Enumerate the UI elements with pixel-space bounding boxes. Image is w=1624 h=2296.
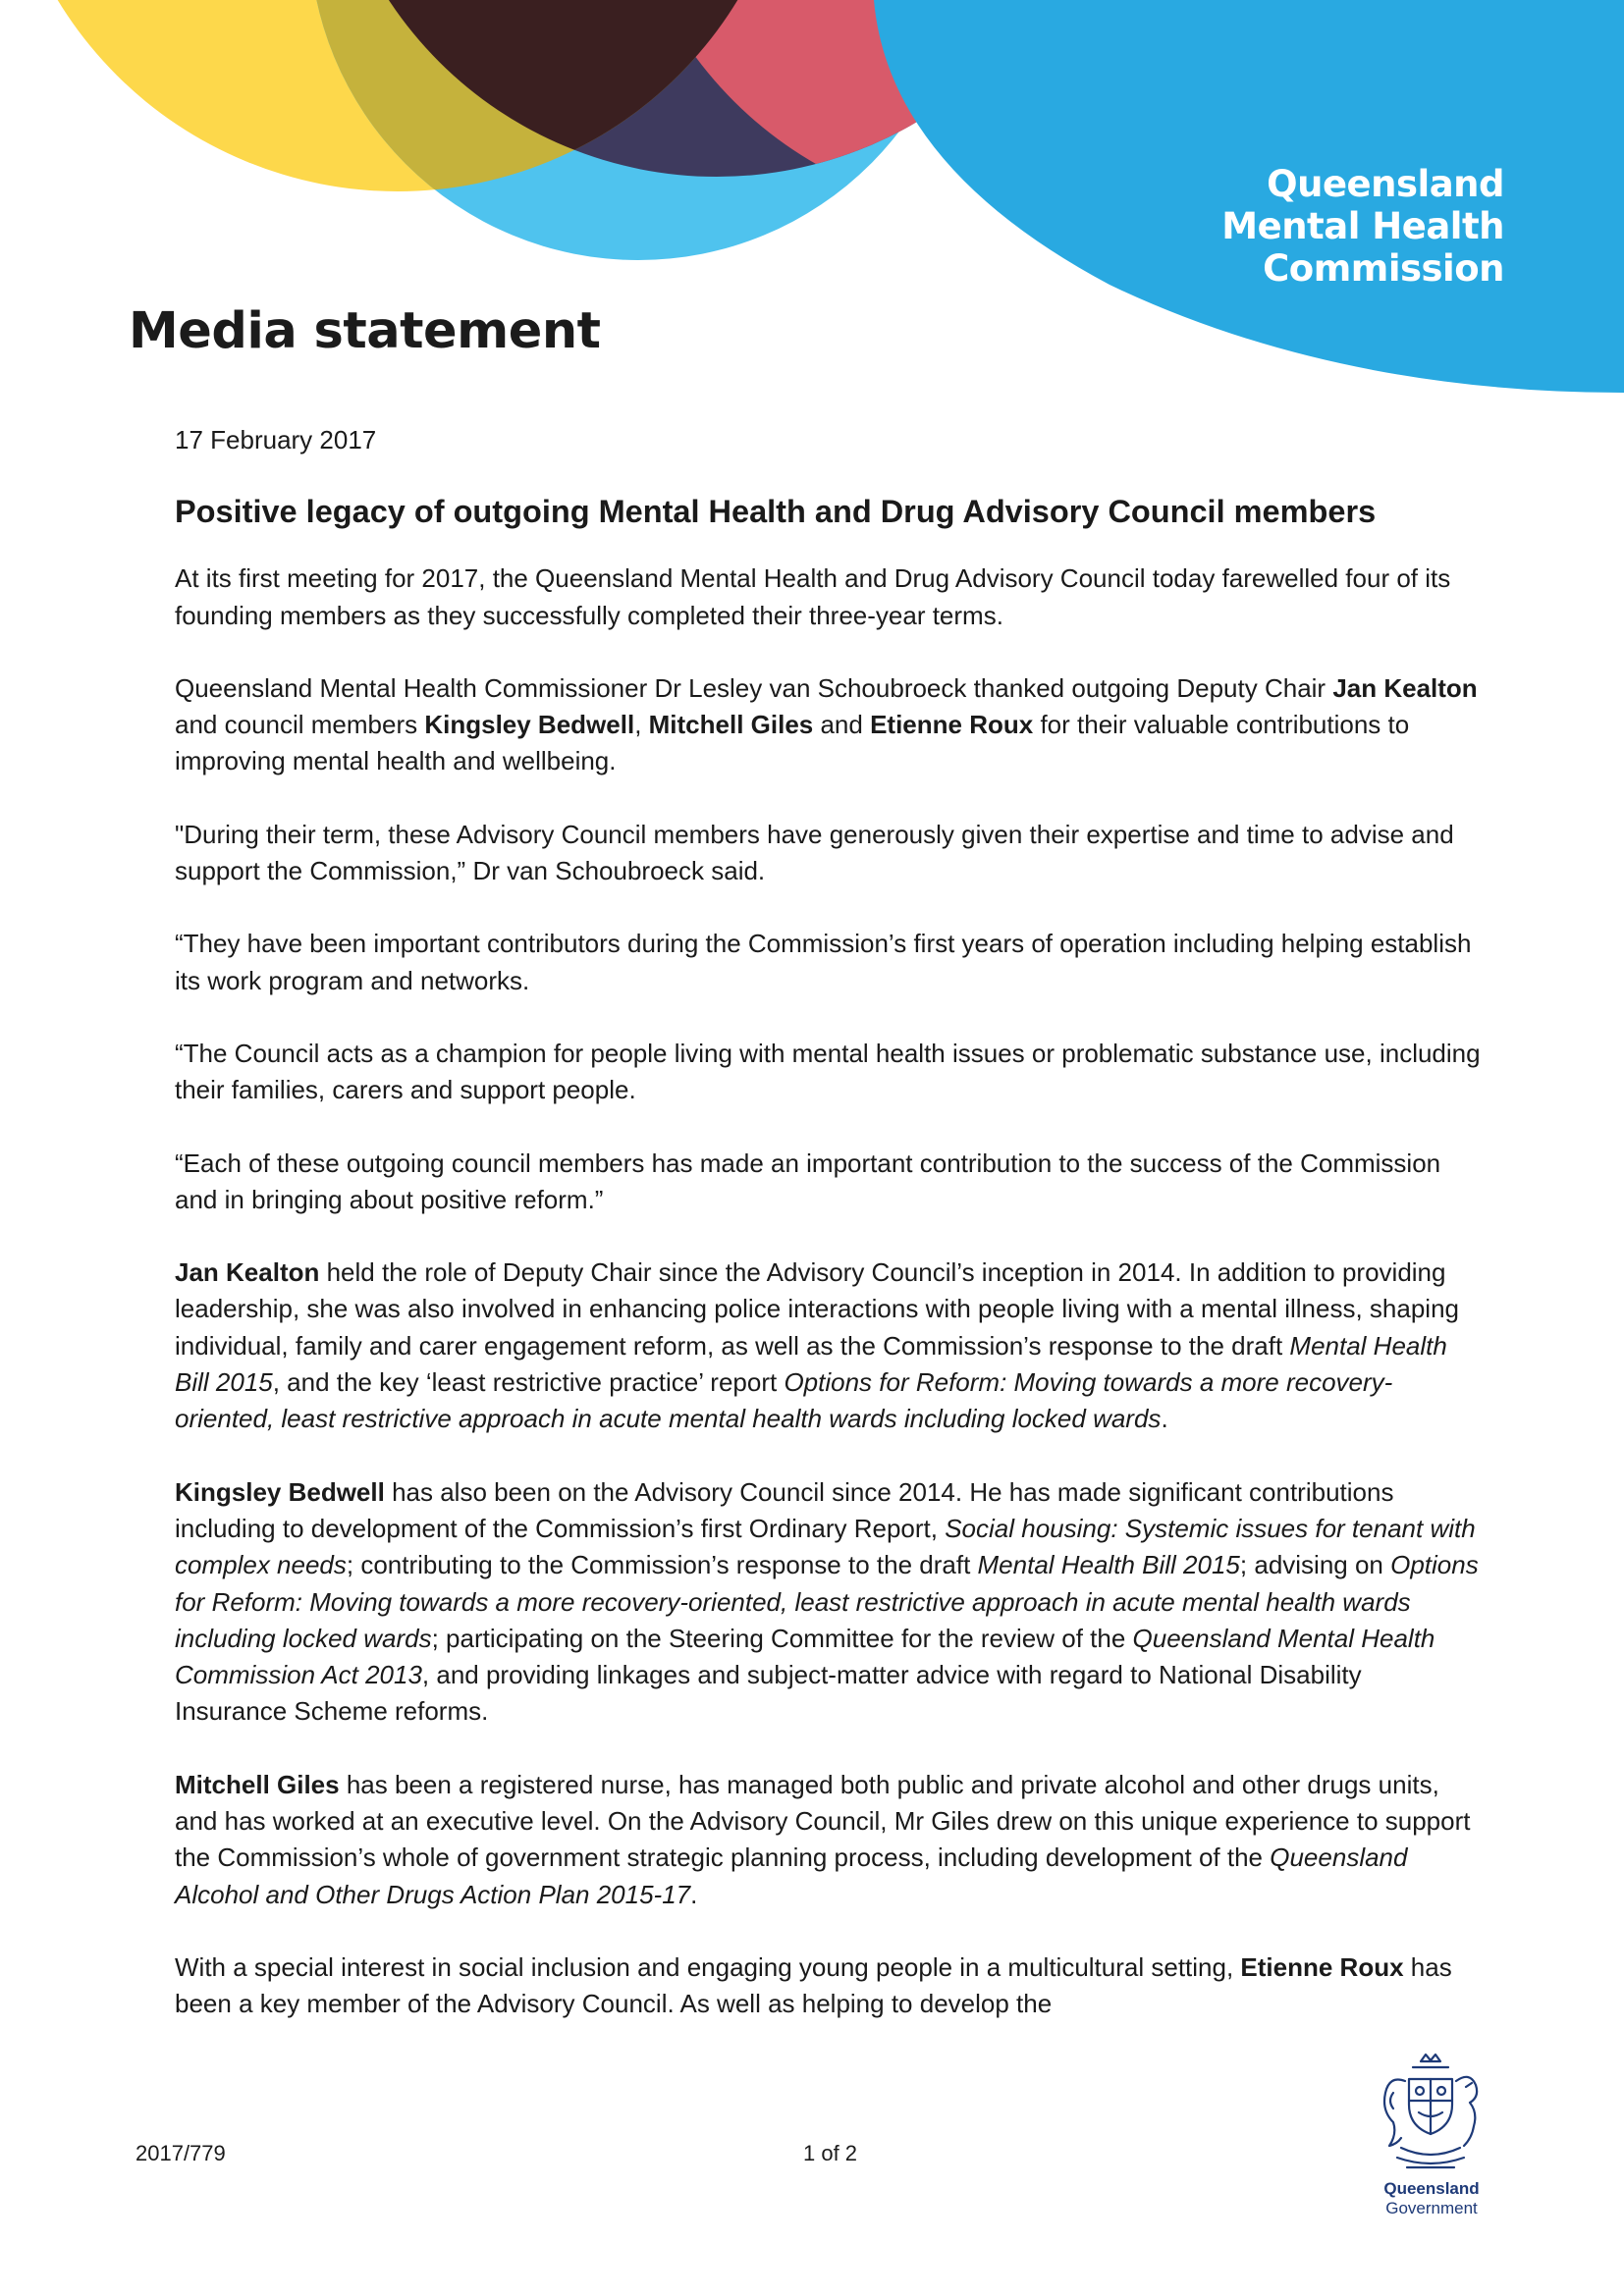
publication-title: Queensland Alcohol and Other Drugs Action Plan 2015-17 — [175, 1842, 1408, 1909]
government-name-line-1: Queensland — [1383, 2179, 1480, 2198]
text-span: held the role of Deputy Chair since the Advisory Council’s inception in 2014. In addition to providing leadership, she was also involved in enhancing police interactions with people living with a mental illness, shaping individual, family and carer engagement reform, as well as the Commission’s response to the draft — [175, 1257, 1459, 1361]
publication-title: Mental Health Bill 2015 — [977, 1550, 1240, 1580]
text-span: and — [813, 710, 871, 740]
queensland-government-logo — [1368, 2052, 1495, 2228]
coat-of-arms-icon — [1376, 2052, 1486, 2177]
paragraph-mitchell-giles — [175, 1767, 1481, 1913]
text-span: , and the key ‘least restrictive practice’ report — [272, 1367, 785, 1398]
org-line-2: Mental Health — [1221, 205, 1504, 247]
member-name: Mitchell Giles — [175, 1769, 340, 1799]
media-statement-body — [175, 422, 1481, 2059]
text-span: , and providing linkages and subject-matter advice with regard to National Disability Insurance Scheme reforms. — [175, 1660, 1362, 1727]
member-name-jan-kealton: Jan Kealton — [1332, 672, 1478, 703]
org-line-1: Queensland — [1267, 163, 1504, 205]
paragraph-3: "During their term, these Advisory Council members have generously given their expertise and time to advise and support the Commission,” Dr van Schoubroeck said. — [175, 819, 1454, 886]
text-span: for their valuable contributions to improving mental health and wellbeing. — [175, 710, 1410, 776]
member-name-mitchell-giles: Mitchell Giles — [648, 710, 814, 740]
text-span: ; advising on — [1239, 1550, 1391, 1580]
paragraph-kingsley-bedwell — [175, 1474, 1481, 1731]
text-span: . — [690, 1879, 698, 1909]
text-span: ; participating on the Steering Committee for the review of the — [431, 1623, 1133, 1653]
text-span: , — [634, 710, 649, 740]
publication-title: Mental Health Bill 2015 — [175, 1330, 1447, 1398]
paragraph-4: “They have been important contributors during the Commission’s first years of operation including helping establish its work program and networks. — [175, 929, 1472, 995]
paragraph-2 — [175, 670, 1481, 780]
publication-title: Queensland Mental Health Commission Act 2013 — [175, 1623, 1435, 1690]
member-name-etienne-roux: Etienne Roux — [870, 710, 1034, 740]
text-span: Queensland Mental Health Commissioner Dr Lesley van Schoubroeck thanked outgoing Deputy Chair — [175, 672, 1333, 703]
statement-date: 17 February 2017 — [175, 425, 377, 454]
text-span: . — [1161, 1404, 1168, 1434]
document-type-title: Media statement — [129, 302, 601, 360]
publication-title: Options for Reform: Moving towards a more recovery-oriented, least restrictive approach in acute mental health wards including locked wards — [175, 1550, 1479, 1653]
paragraph-jan-kealton — [175, 1255, 1481, 1437]
government-name-line-2: Government — [1385, 2199, 1478, 2217]
text-span: has been a registered nurse, has managed both public and private alcohol and other drugs units, and has worked at an executive level. On the Advisory Council, Mr Giles drew on this unique experience to support the Commission’s whole of government strategic planning process, including development of the — [175, 1769, 1471, 1873]
paragraph-etienne-roux — [175, 1949, 1481, 2023]
headline: Positive legacy of outgoing Mental Health and Drug Advisory Council members — [175, 494, 1377, 530]
text-span: ; contributing to the Commission’s response to the draft — [346, 1550, 978, 1580]
organisation-logo — [1221, 163, 1504, 290]
paragraph-6: “Each of these outgoing council members has made an important contribution to the success of the Commission and in bringing about positive reform.” — [175, 1148, 1441, 1214]
text-span: has also been on the Advisory Council since 2014. He has made significant contributions including to development of the Commission’s first Ordinary Report, — [175, 1476, 1394, 1543]
org-line-3: Commission — [1263, 247, 1504, 290]
document-reference: 2017/779 — [135, 2141, 226, 2165]
text-span: With a special interest in social inclusion and engaging young people in a multicultural setting, — [175, 1951, 1241, 1982]
publication-title: Options for Reform: Moving towards a more recovery-oriented, least restrictive approach in acute mental health wards including locked wards — [175, 1367, 1393, 1434]
member-name: Jan Kealton — [175, 1257, 320, 1288]
member-name-kingsley-bedwell: Kingsley Bedwell — [424, 710, 635, 740]
text-span: and council members — [175, 710, 425, 740]
page-number: 1 of 2 — [803, 2141, 858, 2165]
paragraph-5: “The Council acts as a champion for people living with mental health issues or problematic substance use, including their families, carers and support people. — [175, 1038, 1481, 1105]
paragraph-1: At its first meeting for 2017, the Queensland Mental Health and Drug Advisory Council today farewelled four of its founding members as they successfully completed their three-year terms. — [175, 563, 1451, 630]
member-name: Etienne Roux — [1240, 1951, 1404, 1982]
member-name: Kingsley Bedwell — [175, 1476, 385, 1507]
text-span: has been a key member of the Advisory Council. As well as helping to develop the — [175, 1951, 1452, 2019]
publication-title: Social housing: Systemic issues for tenant with complex needs — [175, 1513, 1476, 1580]
